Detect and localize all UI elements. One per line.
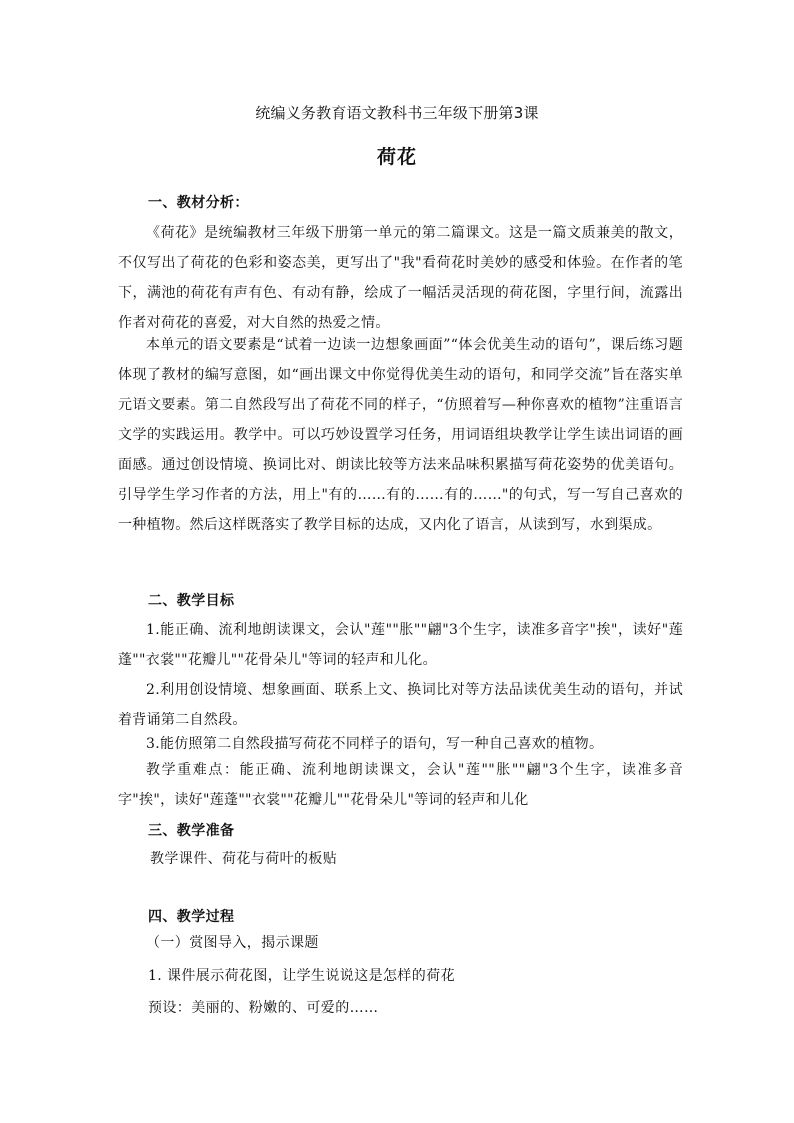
analysis-paragraph-2: 本单元的语文要素是“试着一边读一边想象画面”“体会优美生动的语句”，课后练习题体现了教材的编写意图，如“画出课文中你觉得优美生动的语句，和同学交流”旨在落实单元语文要素。第二自然段写出了荷花不同的样子，“仿照着写—种你喜欢的植物”注重语言文学的实践运用。教学中。可以巧妙设置学习任务，用词语组块教学让学生读出词语的画面感。通过创设情境、换词比对、朗读比较等方法来品味积累描写荷花姿势的优美语句。引导学生学习作者的方法，用上"有的……有的……有的……"的句式，写一写自己喜欢的一种植物。然后这样既落实了教学目标的达成，又内化了语言，从读到写，水到渠成。 xyxy=(118,337,683,533)
document-subtitle: 统编义务教育语文教科书三年级下册第3课 xyxy=(255,104,539,122)
goal-item-1: 1.能正确、流利地朗读课文，会认"莲""胀""翩"3个生字，读准多音字"挨"，读好"莲蓬""衣裳""花瓣儿""花骨朵儿"等词的轻声和儿化。 xyxy=(118,622,683,668)
goal-item-2: 2.利用创设情境、想象画面、联系上文、换词比对等方法品读优美生动的语句，并试着背诵第二自然段。 xyxy=(118,682,683,728)
section-heading-process: 四、教学过程 xyxy=(148,909,235,925)
document-title: 荷花 xyxy=(376,146,417,168)
analysis-paragraph-1: 《荷花》是统编教材三年级下册第一单元的第二篇课文。这是一篇文质兼美的散文，不仅写出了荷花的色彩和姿态美，更写出了"我"看荷花时美妙的感受和体验。在作者的笔下，满池的荷花有声有色、有动有静，绘成了一幅活灵活现的荷花图，字里行间，流露出作者对荷花的喜爱，对大自然的热爱之情。 xyxy=(118,225,683,331)
section-heading-goals: 二、教学目标 xyxy=(148,593,235,609)
goal-item-3: 3.能仿照第二自然段描写荷花不同样子的语句，写一种自己喜欢的植物。 xyxy=(146,736,604,752)
key-difficult-points: 教学重难点：能正确、流利地朗读课文，会认"莲""胀""翩"3个生字，读准多音字"挨"，读好"莲蓬""衣裳""花瓣儿""花骨朵儿"等词的轻声和儿化 xyxy=(118,762,683,808)
preparation-text: 教学课件、荷花与荷叶的板贴 xyxy=(150,851,338,867)
process-step-1: 1. 课件展示荷花图，让学生说说这是怎样的荷花 xyxy=(148,968,456,984)
section-heading-analysis: 一、教材分析： xyxy=(148,195,249,211)
section-heading-preparation: 三、教学准备 xyxy=(148,823,235,839)
process-preset: 预设：美丽的、粉嫩的、可爱的…… xyxy=(148,1000,379,1016)
process-subheading: （一）赏图导入，揭示课题 xyxy=(146,935,319,951)
